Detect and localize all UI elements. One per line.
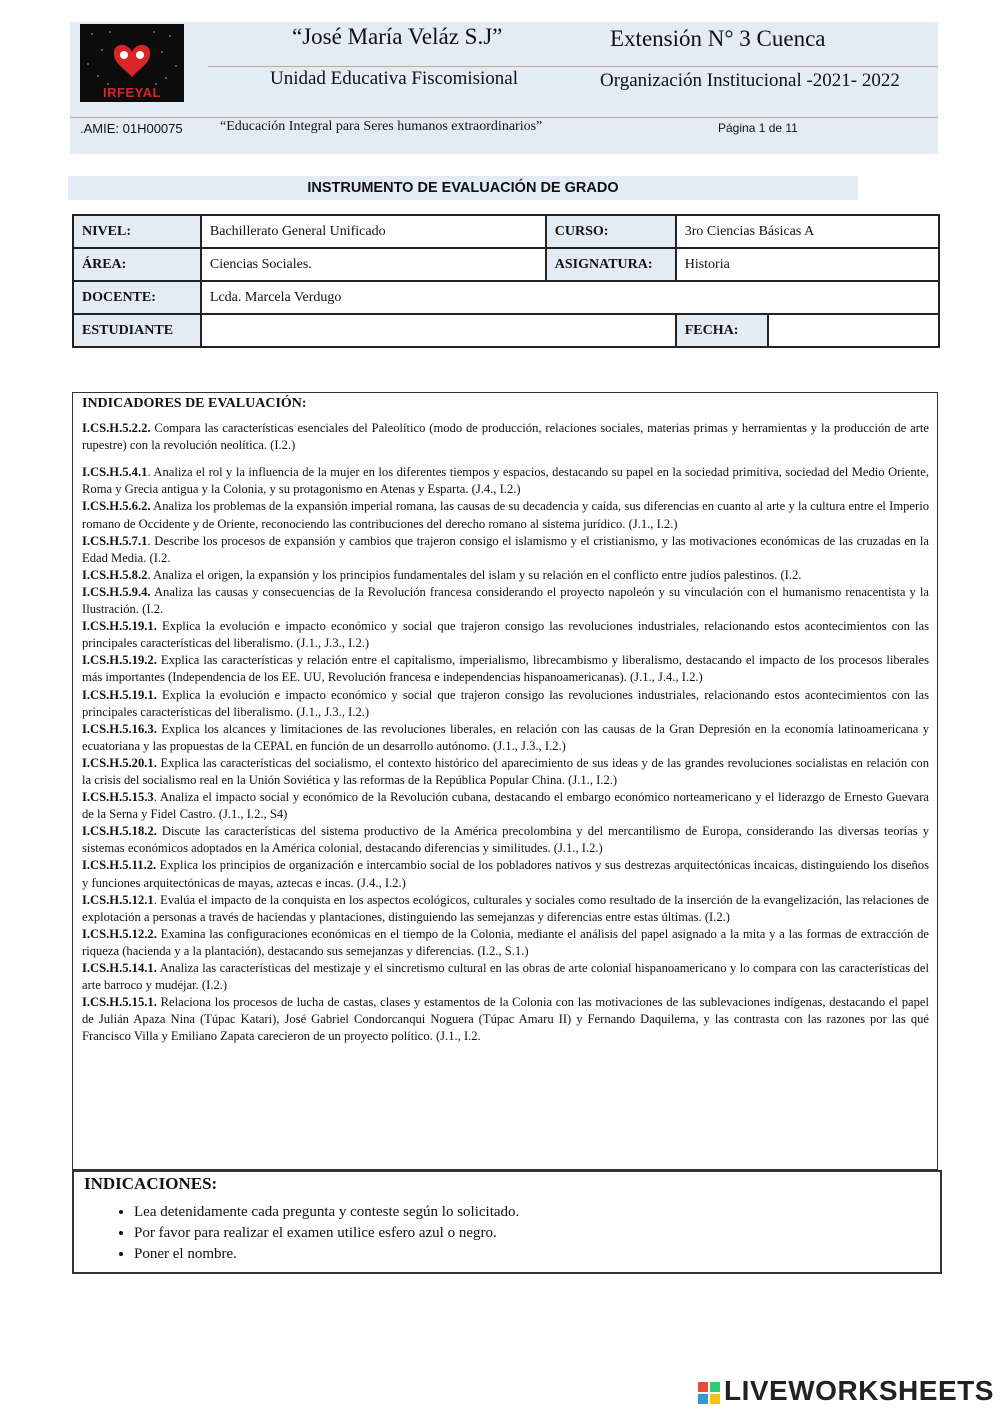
curso-label: CURSO:: [546, 215, 676, 248]
indicator-text: Explica la evolución e impacto económico y social que trajeron consigo las revoluciones industriales, relacionando estos acontecimientos con las principales características del liberalismo. (J.1., J.3., I.2.): [82, 687, 929, 719]
indicator-code: I.CS.H.5.2.2.: [82, 421, 151, 436]
indicator-code: I.CS.H.5.14.1.: [82, 961, 157, 975]
page-number: Página 1 de 11: [718, 121, 798, 135]
indicator-text: Analiza los problemas de la expansión imperial romana, las causas de su decadencia y caída, sus diferencias en cuanto al arte y la cultura entre el Imperio romano de Occidente y de Oriente, reconociendo las contribuciones del derecho romano al sistema jurídico. (J.1., I.2.): [82, 499, 929, 531]
area-value: Ciencias Sociales.: [201, 248, 546, 281]
indicator-item: [82, 892, 929, 926]
instructions-list: [84, 1202, 930, 1265]
indicator-code: I.CS.H.5.12.2.: [82, 926, 157, 941]
instructions-section: [72, 1170, 942, 1274]
indicator-code: I.CS.H.5.9.4.: [82, 584, 151, 599]
indicator-code: I.CS.H.5.11.2.: [82, 858, 157, 873]
indicator-code: I.CS.H.5.19.1.: [82, 687, 157, 702]
indicator-item: [82, 823, 929, 857]
liveworksheets-logo-icon: [698, 1382, 720, 1404]
indicator-text: Explica los principios de organización e intercambio social de los pobladores nativos y sus destrezas arquitectónicas incaicas, distinguiendo los diseños y funciones arquitectónicas de mayas, aztecas e incas. (J.4., I.2.): [82, 858, 929, 890]
indicator-item: [82, 652, 929, 686]
indicator-code: I.CS.H.5.15.3: [82, 790, 154, 805]
indicator-code: I.CS.H.5.6.2.: [82, 499, 151, 514]
indicator-code: I.CS.H.5.16.3.: [82, 721, 157, 736]
instruction-item: • Lea detenidamente cada pregunta y conteste según lo solicitado.: [134, 1202, 930, 1223]
instruction-item: • Por favor para realizar el examen utilice esfero azul o negro.: [134, 1223, 930, 1244]
indicators-title: INDICADORES DE EVALUACIÓN:: [82, 396, 307, 411]
document-title: INSTRUMENTO DE EVALUACIÓN DE GRADO: [68, 176, 858, 200]
liveworksheets-brand: LIVEWORKSHEETS: [724, 1375, 994, 1406]
indicator-item: [82, 721, 929, 755]
indicator-text: Compara las características esenciales del Paleolítico (modo de producción, relaciones sociales, materias primas y herramientas y la producción de arte rupestre) con la revolución neolítica. (I.2.): [82, 421, 929, 453]
indicator-text: . Evalúa el impacto de la conquista en los aspectos ecológicos, culturales y sociales como resultado de la inserción de la evangelización, las relaciones de explotación a personas a través de haciendas y plantaciones, distinguiendo las semejanzas y diferencias entre estas últimas. (I.2.): [82, 892, 929, 924]
indicators-section: [72, 392, 938, 1170]
indicator-code: I.CS.H.5.19.1.: [82, 619, 157, 634]
indicator-code: I.CS.H.5.4.1: [82, 465, 148, 480]
indicators-list: [82, 420, 929, 1045]
asignatura-value: Historia: [676, 248, 939, 281]
indicator-text: Explica los alcances y limitaciones de las revoluciones liberales, en relación con las causas de la Gran Depresión en la economía latinoamericana y ecuatoriana y las propuestas de la CEPAL en función de un desarrollo autónomo. (J.1., J.3., I.2.): [82, 721, 929, 753]
indicator-text: Explica la evolución e impacto económico y social que trajeron consigo las revoluciones industriales, relacionando estos acontecimientos con las principales características del liberalismo. (J.1., J.3., I.2.): [82, 619, 929, 651]
student-info-table: [72, 214, 940, 348]
indicator-text: . Describe los procesos de expansión y cambios que trajeron consigo el islamismo y el cristianismo, y las motivaciones económicas de las cruzadas en la Edad Media. (I.2.: [82, 533, 929, 565]
organizacion-text: Organización Institucional -2021- 2022: [600, 70, 900, 91]
indicator-text: Explica las características del socialismo, el contexto histórico del aparecimiento de sus ideas y de las grandes revoluciones socialistas en relación con la crisis del socialismo real en la Unión Soviética y las reformas de la República Popular China. (J.1., I.2.): [82, 755, 929, 787]
indicator-code: I.CS.H.5.15.1.: [82, 995, 157, 1010]
header-divider: [208, 66, 938, 67]
fecha-label: FECHA:: [676, 314, 768, 347]
unidad-text: Unidad Educativa Fiscomisional: [270, 68, 519, 89]
indicator-text: . Analiza el impacto social y económico de la Revolución cubana, destacando el embargo económico norteamericano y el liderazgo de Ernesto Guevara de la Serna y Fidel Castro. (J.1., I.2., S4): [82, 790, 929, 822]
fecha-field[interactable]: [768, 314, 939, 347]
indicator-item: [82, 618, 929, 652]
indicator-item: [82, 755, 929, 789]
docente-label: DOCENTE:: [73, 281, 201, 314]
school-logo: [80, 24, 184, 102]
header-divider: [70, 117, 938, 118]
school-motto: “Educación Integral para Seres humanos extraordinarios”: [220, 119, 543, 134]
indicator-code: I.CS.H.5.12.1: [82, 892, 154, 907]
indicator-text: . Analiza el rol y la influencia de la mujer en los diferentes tiempos y espacios, destacando su papel en la sociedad primitiva, sociedad del Medio Oriente, Roma y Grecia antigua y la Colonia, y su protagonismo en Atenas y Esparta. (J.4., I.2.): [82, 465, 929, 497]
instructions-title: INDICACIONES:: [84, 1174, 218, 1193]
indicator-item: [82, 567, 929, 584]
curso-value: 3ro Ciencias Básicas A: [676, 215, 939, 248]
indicator-item: [82, 926, 929, 960]
indicator-text: Relaciona los procesos de lucha de castas, clases y estamentos de la Colonia con las motivaciones de las sublevaciones indígenas, destacando el papel de Julián Apaza Nina (Túpac Katari), José Gabriel Condorcanqui Noguera (Túpac Amaru II) y Fernando Daquilema, y las contrasta con las razones por las qué Francisco Villa y Emiliano Zapata carecieron de un proyecto político. (J.1., I.2.: [82, 995, 929, 1044]
indicator-text: Examina las configuraciones económicas en el tiempo de la Colonia, mediante el análisis del papel asignado a la mita y a las formas de extracción de riqueza (hacienda y a la plantación), destacando sus semejanzas y diferencias. (I.2., S.1.): [82, 926, 929, 958]
school-name: “José María Veláz S.J”: [292, 24, 503, 49]
indicator-code: I.CS.H.5.8.2: [82, 567, 148, 582]
indicator-text: Discute las características del sistema productivo de la América precolombina y del mercantilismo de Europa, considerando las diversas teorías y sistemas económicos adoptados en la América colonial, destacando diferencias y similitudes. (J.1., I.2.): [82, 824, 929, 856]
indicator-item: [82, 584, 929, 618]
area-label: ÁREA:: [73, 248, 201, 281]
estudiante-field[interactable]: [201, 314, 676, 347]
indicator-item: [82, 498, 929, 532]
indicator-text: Explica las características y relación entre el capitalismo, imperialismo, librecambismo y liberalismo, destacando el impacto de los procesos liberales más importantes (Independencia de los EE. UU, Revolución francesa e independencias hispanoamericanas). (J.1., J.4., I.2.): [82, 653, 929, 685]
estudiante-label: ESTUDIANTE: [73, 314, 201, 347]
indicator-text: Analiza las características del mestizaje y el sincretismo cultural en las obras de arte colonial hispanoamericano y lo compara con las características del arte barroco y mudéjar. (I.2.): [82, 961, 929, 993]
indicator-text: Analiza las causas y consecuencias de la Revolución francesa considerando el proyecto napoleón y su vinculación con el humanismo renacentista y la Ilustración. (I.2.: [82, 584, 929, 617]
indicator-item: [82, 533, 929, 567]
nivel-value: Bachillerato General Unificado: [201, 215, 546, 248]
document-header: [70, 22, 938, 154]
amie-code: .AMIE: 01H00075: [80, 121, 183, 136]
logo-text: IRFEYAL: [103, 85, 161, 100]
extension-name: Extensión N° 3 Cuenca: [610, 26, 826, 51]
indicator-item: [82, 789, 929, 823]
indicator-item: [82, 420, 929, 454]
docente-value: Lcda. Marcela Verdugo: [201, 281, 939, 314]
indicator-code: I.CS.H.5.7.1: [82, 533, 148, 548]
indicator-item: [82, 857, 929, 891]
indicator-code: I.CS.H.5.19.2.: [82, 653, 157, 668]
indicator-item: [82, 687, 929, 721]
nivel-label: NIVEL:: [73, 215, 201, 248]
indicator-item: [82, 464, 929, 498]
indicator-code: I.CS.H.5.20.1.: [82, 755, 157, 770]
instruction-item: • Poner el nombre.: [134, 1244, 930, 1265]
asignatura-label: ASIGNATURA:: [546, 248, 676, 281]
indicator-text: . Analiza el origen, la expansión y los principios fundamentales del islam y su relación en el conflicto entre judíos palestinos. (I.2.: [147, 567, 802, 582]
indicator-item: [82, 960, 929, 994]
indicator-item: [82, 994, 929, 1045]
indicator-code: I.CS.H.5.18.2.: [82, 824, 157, 839]
